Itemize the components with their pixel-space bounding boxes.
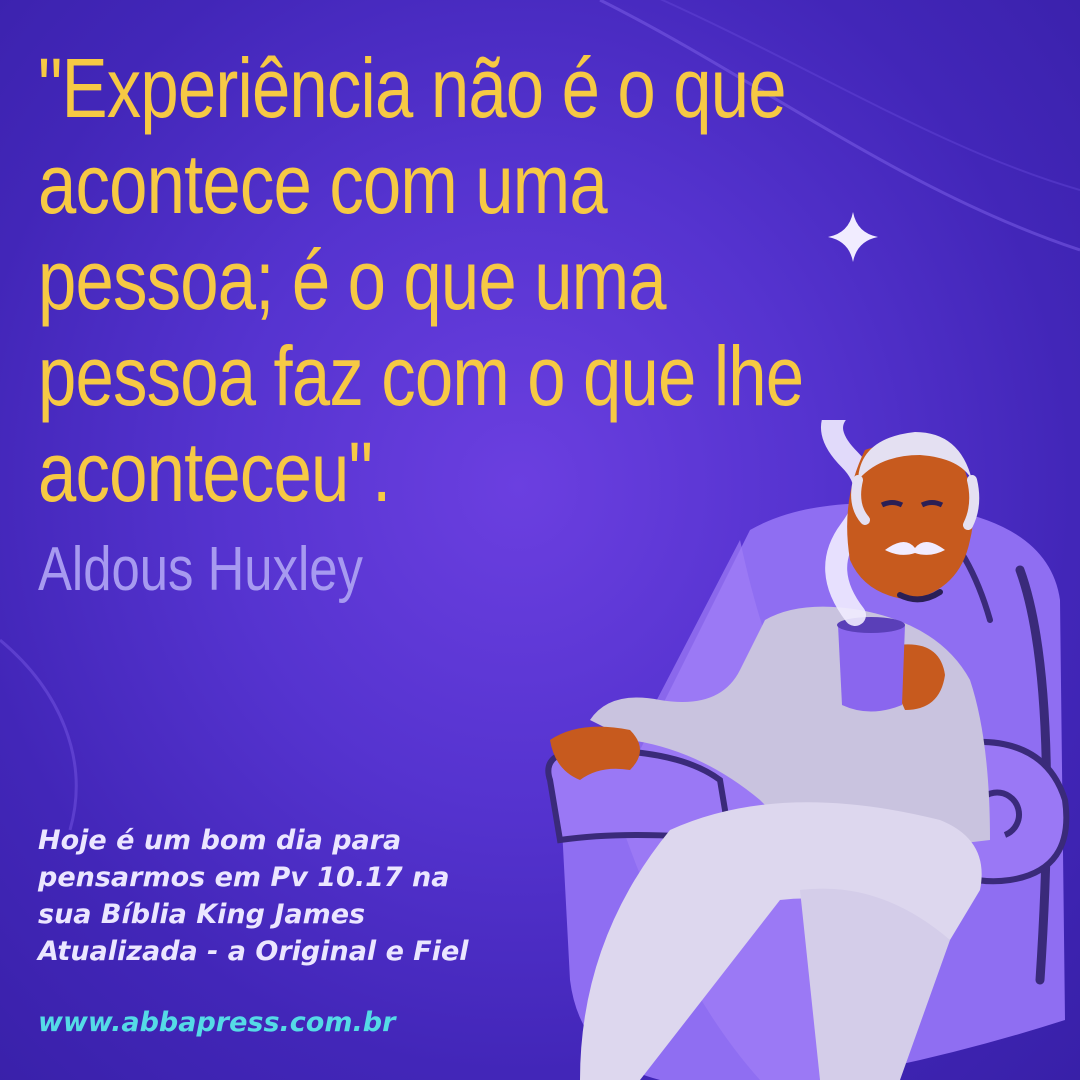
decor-curve-left [0, 640, 76, 830]
devotional-note: Hoje é um bom dia para pensarmos em Pv 10.17 na sua Bíblia King James Atualizada - a Original e Fiel [38, 825, 469, 967]
old-man-armchair-illustration [520, 420, 1080, 1080]
quote-text: "Experiência não é o que acontece com uma pessoa; é o que uma pessoa faz com o que lhe aconteceu". [38, 41, 804, 519]
author-name: Aldous Huxley [38, 535, 363, 604]
website-link[interactable]: www.abbapress.com.br [38, 1007, 396, 1038]
